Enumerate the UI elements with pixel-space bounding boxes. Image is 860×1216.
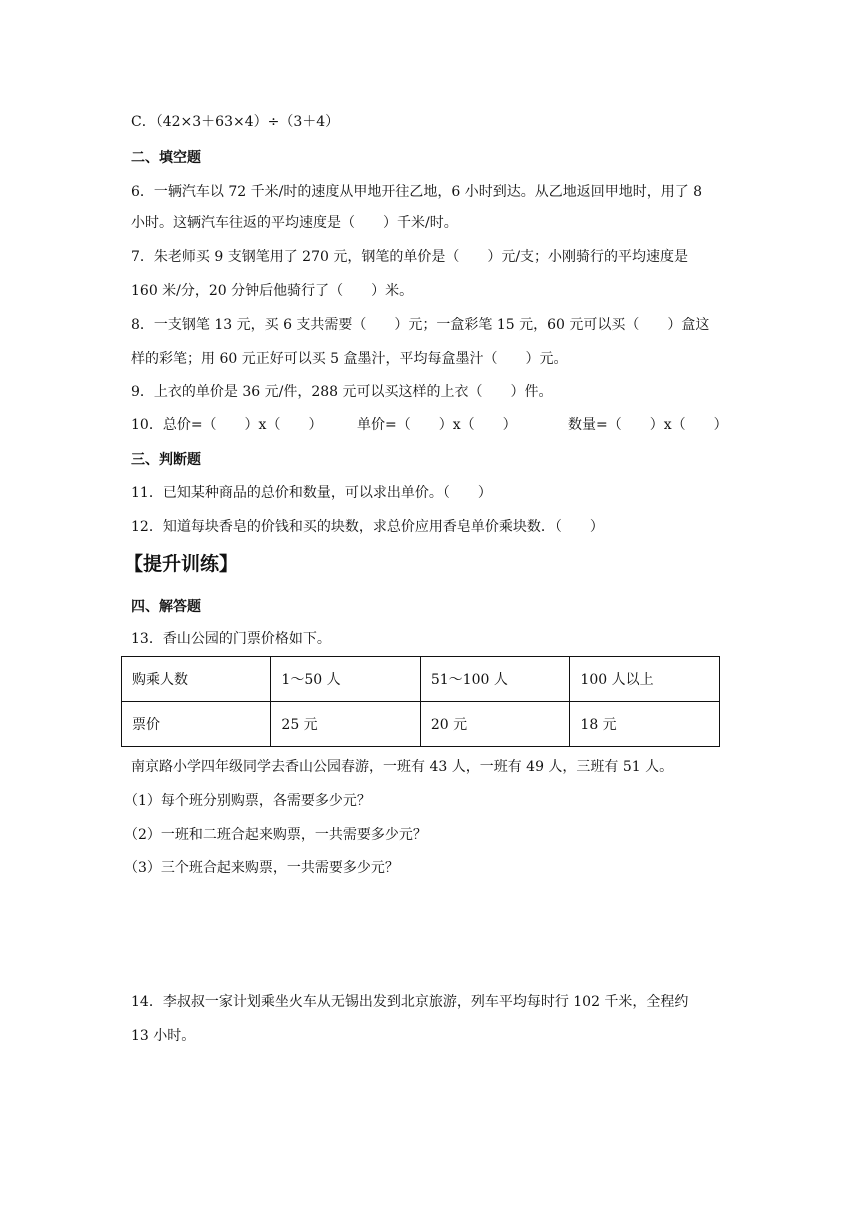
question-13-part-1: （1）每个班分别购票，各需要多少元？ [124, 793, 371, 809]
question-12: 12．知道每块香皂的价钱和买的块数，求总价应用香皂单价乘块数．（ ） [131, 519, 604, 535]
table-cell: 1～50 人 [271, 657, 420, 702]
table-cell: 20 元 [420, 702, 570, 747]
question-10-total: 10．总价=（ ）x（ ） [131, 417, 323, 433]
section-heading-true-false: 三、判断题 [131, 452, 201, 468]
table-cell: 购乘人数 [122, 657, 271, 702]
question-14-line-2: 13 小时。 [131, 1028, 196, 1044]
question-8-line-1: 8．一支钢笔 13 元，买 6 支共需要（ ）元；一盒彩笔 15 元，60 元可以买（ ）盒这 [131, 317, 710, 333]
question-13-part-2: （2）一班和二班合起来购票，一共需要多少元？ [124, 827, 427, 843]
table-row [122, 702, 720, 747]
question-10-unit-price: 单价=（ ）x（ ） [357, 417, 517, 433]
section-title-advanced-training: 【提升训练】 [124, 553, 239, 575]
table-cell: 51～100 人 [420, 657, 570, 702]
table-cell: 票价 [122, 702, 271, 747]
question-9: 9．上衣的单价是 36 元/件，288 元可以买这样的上衣（ ）件。 [131, 384, 553, 400]
ticket-price-table [121, 656, 720, 747]
question-13: 13．香山公园的门票价格如下。 [131, 631, 331, 647]
question-13-part-3: （3）三个班合起来购票，一共需要多少元？ [124, 860, 399, 876]
question-7-line-1: 7．朱老师买 9 支钢笔用了 270 元，钢笔的单价是（ ）元/支；小刚骑行的平均速度是 [131, 249, 689, 265]
question-6-line-2: 小时。这辆汽车往返的平均速度是（ ）千米/时。 [131, 215, 458, 231]
table-cell: 25 元 [271, 702, 420, 747]
question-10-quantity: 数量=（ ）x（ ） [568, 417, 728, 433]
section-heading-answer: 四、解答题 [131, 599, 201, 615]
table-cell: 18 元 [570, 702, 720, 747]
section-heading-fill-blank: 二、填空题 [131, 150, 201, 166]
table-row [122, 657, 720, 702]
question-7-line-2: 160 米/分，20 分钟后他骑行了（ ）米。 [131, 283, 414, 299]
question-6-line-1: 6．一辆汽车以 72 千米/时的速度从甲地开往乙地，6 小时到达。从乙地返回甲地时，用了 8 [131, 184, 703, 200]
question-14-line-1: 14．李叔叔一家计划乘坐火车从无锡出发到北京旅游，列车平均每时行 102 千米，全程约 [131, 994, 689, 1010]
table-cell: 100 人以上 [570, 657, 720, 702]
question-8-line-2: 样的彩笔；用 60 元正好可以买 5 盒墨汁，平均每盒墨汁（ ）元。 [131, 351, 568, 367]
question-13-info: 南京路小学四年级同学去香山公园春游，一班有 43 人，一班有 49 人，三班有 51 人。 [131, 759, 674, 775]
question-11: 11．已知某种商品的总价和数量，可以求出单价。（ ） [131, 485, 492, 501]
option-c: C．（42×3＋63×4）÷（3＋4） [131, 114, 340, 130]
